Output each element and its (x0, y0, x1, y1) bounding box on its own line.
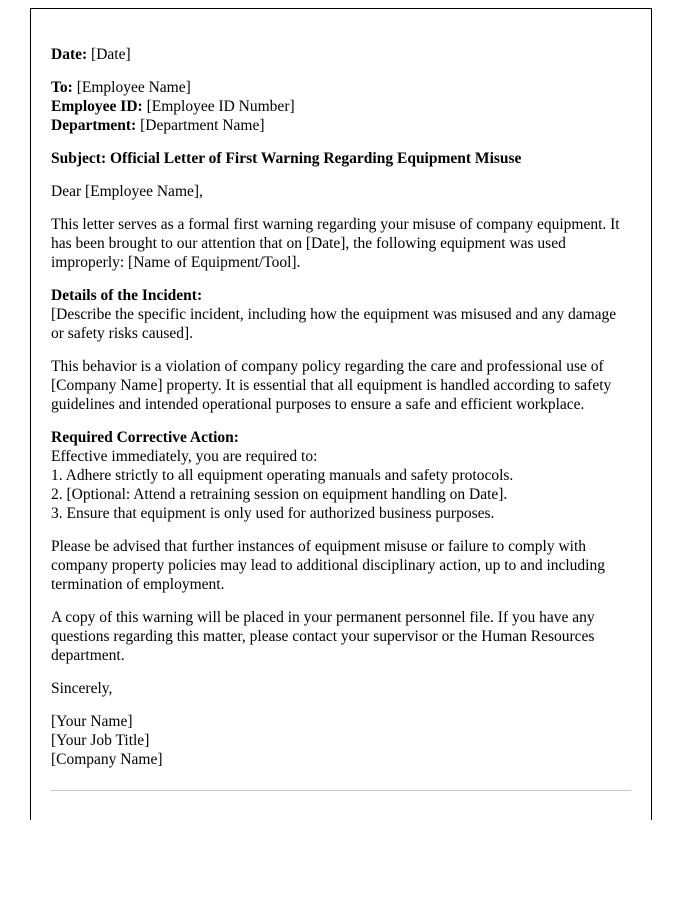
recipient-block (51, 78, 631, 135)
incident-heading: Details of the Incident: (51, 287, 203, 304)
date-label: Date: (51, 46, 88, 63)
salutation: Dear [Employee Name], (51, 183, 203, 200)
to-line (51, 78, 631, 97)
department-label: Department: (51, 117, 137, 134)
intro-paragraph: This letter serves as a formal first warning regarding your misuse of company equipment. It has been brought to our attention that on [Date], the following equipment was used improperly: [Name of Equipment/Tool]. (51, 216, 620, 271)
date-line (51, 45, 631, 64)
department-value: [Department Name] (140, 117, 265, 134)
action-intro: Effective immediately, you are required to: (51, 448, 318, 465)
to-label: To: (51, 79, 73, 96)
action-item-3: 3. Ensure that equipment is only used for authorized business purposes. (51, 505, 495, 522)
to-value: [Employee Name] (76, 79, 191, 96)
signature-company: [Company Name] (51, 751, 163, 768)
subject-line: Subject: Official Letter of First Warning Regarding Equipment Misuse (51, 150, 522, 167)
closing: Sincerely, (51, 680, 113, 697)
personnel-file-paragraph: A copy of this warning will be placed in your permanent personnel file. If you have any questions regarding this matter, please contact your supervisor or the Human Resources department. (51, 609, 595, 664)
action-item-1: 1. Adhere strictly to all equipment operating manuals and safety protocols. (51, 467, 514, 484)
letter-page (30, 8, 652, 820)
signature-block (51, 712, 631, 769)
signature-title: [Your Job Title] (51, 732, 150, 749)
incident-body: [Describe the specific incident, including how the equipment was misused and any damage or safety risks caused]. (51, 306, 617, 342)
department-line (51, 116, 631, 135)
signature-name: [Your Name] (51, 713, 133, 730)
warning-paragraph: Please be advised that further instances of equipment misuse or failure to comply with company property policies may lead to additional disciplinary action, up to and including termination of employment. (51, 538, 605, 593)
action-item-2: 2. [Optional: Attend a retraining session on equipment handling on Date]. (51, 486, 508, 503)
incident-block (51, 286, 631, 343)
employee-id-line (51, 97, 631, 116)
date-value: [Date] (91, 46, 131, 63)
employee-id-value: [Employee ID Number] (146, 98, 295, 115)
policy-paragraph: This behavior is a violation of company policy regarding the care and professional use of [Company Name] property. It is essential that all equipment is handled according to safety guidelines and intended operational purposes to ensure a safe and efficient workplace. (51, 358, 612, 413)
action-heading: Required Corrective Action: (51, 429, 239, 446)
footer-divider (51, 790, 631, 791)
employee-id-label: Employee ID: (51, 98, 143, 115)
corrective-action-block (51, 428, 631, 523)
